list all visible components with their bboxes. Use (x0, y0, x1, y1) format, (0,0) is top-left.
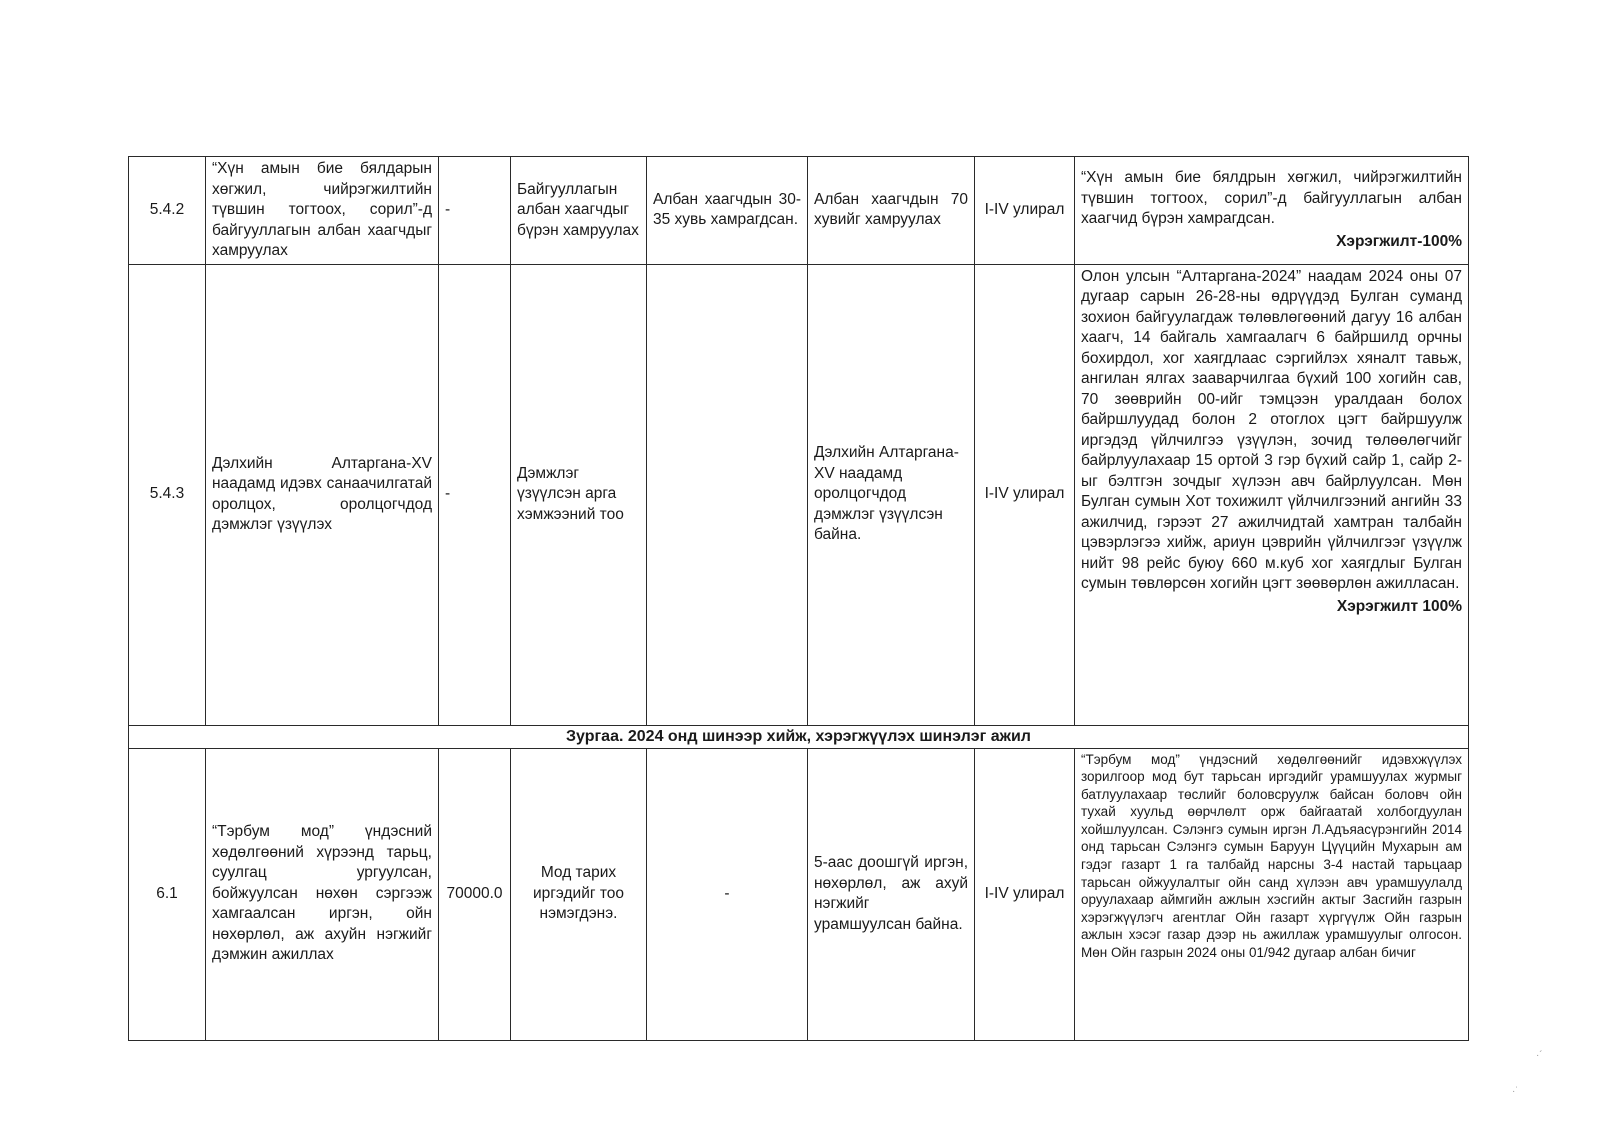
section-row (129, 725, 1469, 748)
budget-cell: - (439, 157, 511, 265)
status-label: Хэрэгжилт-100% (1336, 232, 1462, 250)
baseline-cell: Албан хаагчдын 30-35 хувь хамрагдсан. (647, 157, 808, 265)
activity-cell: Дэлхийн Алтаргана-XV наадамд идэвх санаачилгатай оролцох, оролцогчдод дэмжлэг үзүүлэх (206, 264, 439, 725)
table-row (129, 748, 1469, 1040)
plan-report-table (128, 156, 1469, 1041)
row-number: 5.4.3 (129, 264, 206, 725)
indicator-cell: Дэмжлэг үзүүлсэн арга хэмжээний тоо (511, 264, 647, 725)
activity-cell: “Хүн амын биe бялдарын хөгжил, чийрэгжилтийн түвшин тогтоох, сорил”-д байгууллагын албан хаагчдыг хамруулах (206, 157, 439, 265)
result-text: Олон улсын “Алтаргана-2024” наадам 2024 оны 07 дугаар сарын 26-28-ны өдрүүдэд Булган суманд зохион байгуулагдаж төлөвлөгөөний дагуу 16 албан хаагч, 14 байгаль хамгаалагч 6 байршилд орчны бохирдол, хог хаягдлаас сэргийлэх хяналт тавьж, ангилан ялгах зааварчилгаа бүхий 100 хогийн сав, 70 зөөврийн 00-ийг тэмцээн уралдаан болох байршлуудад болон 2 отоглох цэгт байршуулж иргэдэд үйлчилгээ үзүүлэн, зочид төлөөлөгчийг байрлуулахаар 15 ортой 3 гэр бүхий сайр 1, сайр 2-ыг бэлтгэн зочдыг хүлээн авч байрлуулсан. Мөн Булган сумын Хот тохижилт үйлчилгээний ангийн 33 ажилчид, гэрээт 27 ажилчидтай хамтран талбайн цэвэрлэгээ хийж, ариун цэврийн үйлчилгээг үзүүлж нийт 98 рейс буюу 660 м.куб хог хаягдлыг Булган сумын төвлөрсөн хогийн цэгт зөөвөрлөн ажилласан. (1081, 267, 1462, 592)
result-text: “Тэрбум мод” үндэсний хөдөлгөөнийг идэвхжүүлэх зорилгоор мод бут тарьсан иргэдийг урамшуулах журмыг батлуулахаар төслийг боловсруулж байсан боловч ойн тухай хуульд өөрчлөлт орж байгаатай холбогдуулан хойшлуулсан. Сэлэнгэ сумын иргэн Л.Адъяасүрэнгийн 2014 онд тарьсан Сэлэнгэ сумын Баруун Цүүцийн Мухарын ам гэдэг газарт 1 га талбайд нарсны 3-4 настай тарьцаар тарьсан ойжуулалтыг ойн санд хүлээн авч урамшуулалд оруулахаар аймгийн ажлын хэсгийн актыг Засгийн газрын хэрэгжүүлэгч агентлаг Ойн газарт хүргүүлж Ойн газрын ажлын хэсэг газар дээр нь ажиллаж урамшуулыг олгосон. Мөн Ойн газрын 2024 оны 01/942 дугаар албан бичиг (1081, 751, 1462, 961)
target-cell: Албан хаагчдын 70 хувийг хамруулах (808, 157, 975, 265)
target-cell: 5-аас доошгүй иргэн, нөхөрлөл, аж ахуй нэгжийг урамшуулсан байна. (808, 748, 975, 1040)
row-number: 5.4.2 (129, 157, 206, 265)
indicator-cell: Мод тарих иргэдийг тоо нэмэгдэнэ. (511, 748, 647, 1040)
period-cell: I-IV улирал (975, 157, 1075, 265)
scan-artifact: ·´ (1536, 1050, 1543, 1061)
period-cell: I-IV улирал (975, 264, 1075, 725)
indicator-cell: Байгууллагын албан хаагчдыг бүрэн хамруулах (511, 157, 647, 265)
result-cell (1075, 264, 1469, 725)
baseline-cell (647, 264, 808, 725)
table-row (129, 264, 1469, 725)
scan-artifact: ·˙ (1512, 1086, 1519, 1097)
budget-cell: 70000.0 (439, 748, 511, 1040)
table-row (129, 157, 1469, 265)
result-cell (1075, 157, 1469, 265)
status-label: Хэрэгжилт 100% (1336, 597, 1462, 615)
row-number: 6.1 (129, 748, 206, 1040)
target-cell: Дэлхийн Алтаргана-XV наадамд оролцогчдод дэмжлэг үзүүлсэн байна. (808, 264, 975, 725)
baseline-cell: - (647, 748, 808, 1040)
activity-cell: “Тэрбум мод” үндэсний хөдөлгөөний хүрээнд тарьц, суулгац ургуулсан, бойжуулсан нөхөн сэргээж хамгаалсан иргэн, ойн нөхөрлөл, аж ахуйн нэгжийг дэмжин ажиллах (206, 748, 439, 1040)
period-cell: I-IV улирал (975, 748, 1075, 1040)
result-cell (1075, 748, 1469, 1040)
budget-cell: - (439, 264, 511, 725)
section-title: Зургаа. 2024 онд шинээр хийж, хэрэгжүүлэх шинэлэг ажил (129, 725, 1469, 748)
result-text: “Хүн амын бие бялдрын хөгжил, чийрэгжилтийн түвшин тогтоох, сорил”-д байгууллагын албан хаагчид бүрэн хамрагдсан. (1081, 169, 1462, 228)
